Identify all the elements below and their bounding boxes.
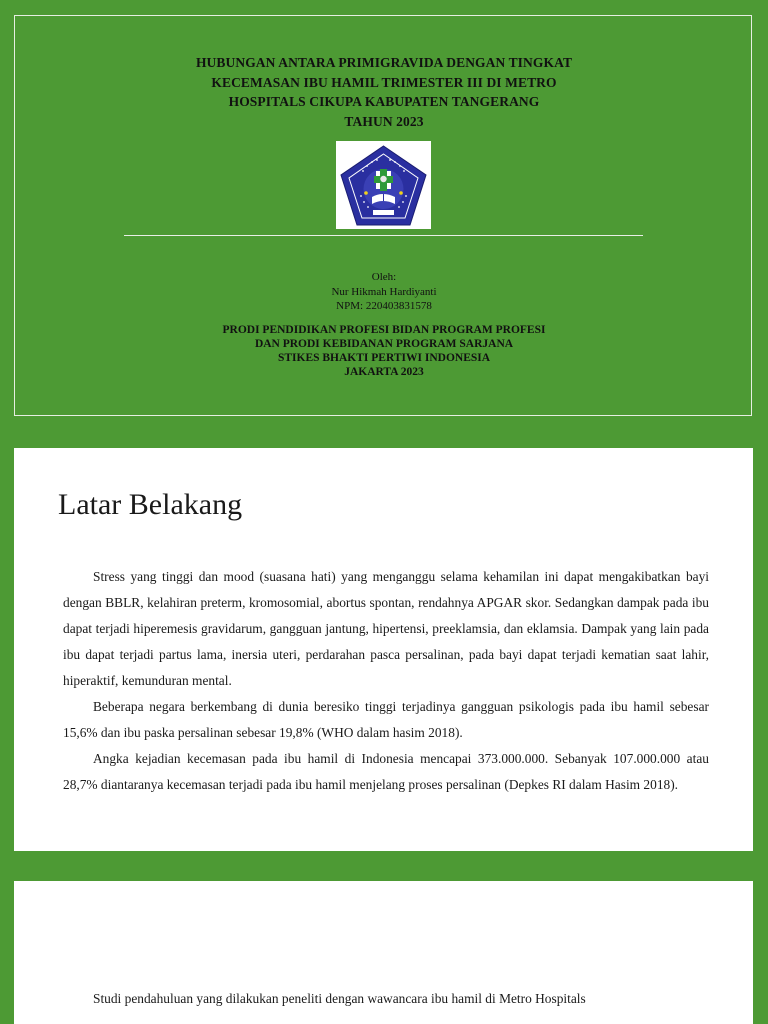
background-slide [14,448,753,851]
body-paragraph: Beberapa negara berkembang di dunia beresiko tinggi terjadinya gangguan psikologis pada ibu hamil sebesar 15,6% dan ibu paska persalinan sebesar 19,8% (WHO dalam hasim 2018). [63,699,709,740]
slide-body [63,564,709,798]
author-line: Nur Hikmah Hardiyanti [331,285,437,298]
preliminary-study-slide [14,881,753,1024]
institution-line: STIKES BHAKTI PERTIWI INDONESIA [277,352,491,364]
institution-line: JAKARTA 2023 [344,366,424,378]
body-paragraph: Stress yang tinggi dan mood (suasana hati) yang menganggu selama kehamilan ini dapat mengakibatkan bayi dengan BBLR, kelahiran preterm, kromosomial, abortus spontan, rendahnya APGAR skor. Sedangkan dampak pada ibu dapat terjadi hiperemesis gravidarum, gangguan jantung, hipertensi, preeklamsia, dan eklamsia. Dampak yang lain pada ibu dapat terjadi partus lama, inersia uteri, perdarahan pasca persalinan, pada bayi dapat terjadi kematian saat lahir, hiperaktif, kemunduran mental. [63,569,709,688]
body-paragraph: Studi pendahuluan yang dilakukan peneliti dengan wawancara ibu hamil di Metro Hospitals [93,991,586,1006]
body-paragraph: Angka kejadian kecemasan pada ibu hamil di Indonesia mencapai 373.000.000. Sebanyak 107.000.000 atau 28,7% diantaranya kecemasan terjadi pada ibu hamil menjelang proses persalinan (Depkes RI dalam Hasim 2018). [63,751,709,792]
author-line: Oleh: [371,271,397,283]
stikes-bhakti-pertiwi-logo-icon [336,141,431,229]
title-divider [124,235,643,236]
slide-body [63,986,709,1012]
thesis-title-line: HUBUNGAN ANTARA PRIMIGRAVIDA DENGAN TINGKAT [195,55,573,70]
author-line: NPM: 220403831578 [336,300,432,312]
institution-info [0,323,768,379]
thesis-title-line: HOSPITALS CIKUPA KABUPATEN TANGERANG [228,94,540,109]
institution-line: DAN PRODI KEBIDANAN PROGRAM SARJANA [254,338,514,350]
institution-line: PRODI PENDIDIKAN PROFESI BIDAN PROGRAM PROFESI [222,324,546,336]
slide-heading: Latar Belakang [58,488,243,521]
thesis-title-line: KECEMASAN IBU HAMIL TRIMESTER III DI METRO [211,74,557,90]
thesis-title [0,53,768,131]
thesis-title-line: TAHUN 2023 [344,113,424,129]
author-info [0,270,768,314]
title-slide [0,0,768,432]
